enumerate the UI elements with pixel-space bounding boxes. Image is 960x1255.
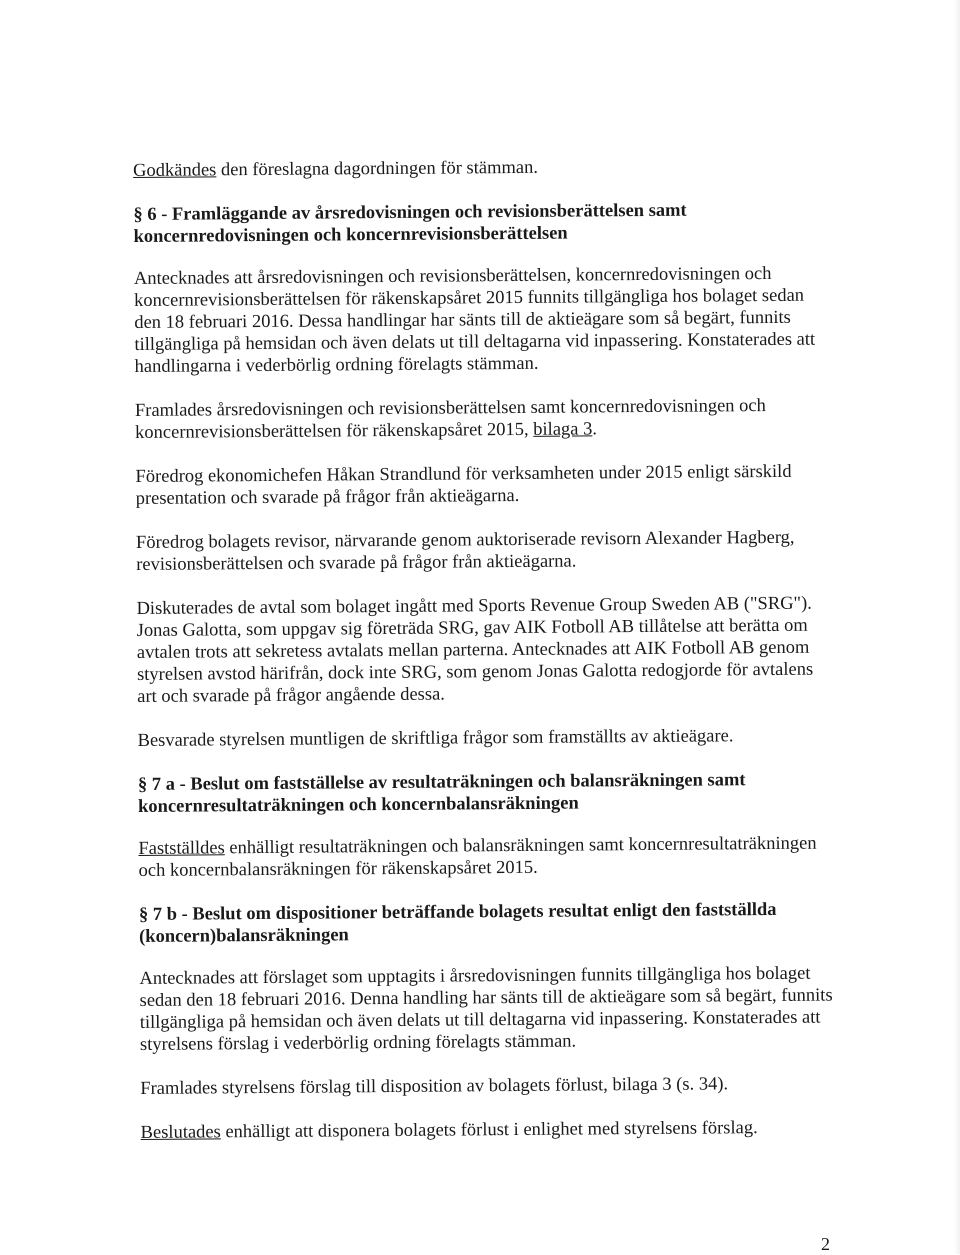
paragraph [139,963,833,1056]
underlined-verb: Beslutades [140,1122,221,1143]
line-text: Föredrog bolagets revisor, närvarande genom auktoriserade revisorn Alexander Hagberg, [135,527,795,553]
paragraph [141,1117,826,1144]
underlined-verb: Fastställdes [138,838,225,859]
section-heading [133,199,818,248]
line-text: Framlades årsredovisningen och revisionsberättelsen samt koncernredovisningen och [134,396,766,421]
text-line [139,921,824,948]
paragraph [137,725,822,752]
line-text: styrelsen avstod härifrån, dock inte SRG, som genom Jonas Galotta redogjorde för avtalens [136,659,814,685]
paragraph [133,155,818,182]
line-text: den 18 februari 2016. Dessa handlingar har sänts till de aktieägare som så begärt, funnits [134,307,791,333]
text-line [135,417,820,444]
line-text: den föreslagna dagordningen för stämman. [216,157,538,181]
text-line [135,351,820,378]
section-heading [139,899,824,948]
text-line [138,855,823,882]
paragraph [136,527,821,576]
line-text: koncernrevisionsberättelsen för räkenskapsåret 2015 funnits tillgängliga hos bolaget sedan [134,285,805,311]
line-text: § 6 - Framläggande av årsredovisningen och revisionsberättelsen samt [133,200,687,225]
page-number: 2 [821,1234,830,1254]
text-line [134,221,819,248]
text-line [141,1117,826,1144]
text-line [137,725,822,752]
line-text: handlingarna i vederbörlig ordning förelagts stämman. [134,353,539,377]
line-text: styrelsens förslag i vederbörlig ordning förelagts stämman. [139,1031,577,1055]
paragraph [134,263,820,378]
text-line [140,1029,825,1056]
line-text: art och svarade på frågor angående dessa. [137,684,445,707]
paragraph [135,395,820,444]
document-body [133,155,833,1166]
attachment-reference: bilaga 3 [533,419,593,440]
line-text: Föredrog ekonomichefen Håkan Strandlund för verksamheten under 2015 enligt särskild [135,461,792,487]
line-text: Antecknades att årsredovisningen och revisionsberättelsen, koncernredovisningen och [133,263,772,289]
text-line [136,549,821,576]
line-text: Besvarade styrelsen muntligen de skriftliga frågor som framställts av aktieägare. [137,726,734,751]
text-line [133,155,818,182]
line-text: § 7 b - Beslut om dispositioner beträffande bolagets resultat enligt den fastställda [138,899,777,925]
section-heading [138,769,823,818]
line-text: koncernredovisningen och koncernrevisionsberättelsen [133,223,568,247]
line-text: § 7 a - Beslut om fastställelse av resultaträkningen och balansräkningen samt [137,770,746,795]
line-text: koncernresultaträkningen och koncernbalansräkningen [138,793,579,817]
line-text: tillgängliga på hemsidan och även delats ut till deltagarna vid inpassering. Konstaterades att [139,1007,821,1033]
line-text: Jonas Galotta, som uppgav sig företräda SRG, gav AIK Fotboll AB tillåtelse att berätta om [136,615,808,641]
text-line [138,791,823,818]
paragraph [136,593,822,708]
line-text: och koncernbalansräkningen för räkenskapsåret 2015. [138,857,538,881]
page-edge-shadow [954,0,960,1254]
line-text: koncernrevisionsberättelsen för räkenskapsåret 2015, [135,419,534,443]
line-text: Antecknades att förslaget som upptagits i årsredovisningen funnits tillgängliga hos bolaget [139,963,811,989]
text-line [137,681,822,708]
text-line [140,1073,825,1100]
line-text: presentation och svarade på frågor från aktieägarna. [135,485,520,509]
line-text: avtalen trots att sekretess avtalats mellan parterna. Antecknades att AIK Fotboll AB genom [136,637,810,663]
line-text: revisionsberättelsen och svarade på frågor från aktieägarna. [136,551,577,575]
line-text: enhälligt att disponera bolagets förlust i enlighet med styrelsens förslag. [220,1118,758,1143]
paragraph [135,461,820,510]
line-text: (koncern)balansräkningen [139,925,349,947]
line-text: . [592,419,598,440]
paragraph [140,1073,825,1100]
line-text: sedan den 18 februari 2016. Denna handling har sänts till de aktieägare som så begärt, funnits [139,985,833,1011]
line-text: Framlades styrelsens förslag till disposition av bolagets förlust, bilaga 3 (s. 34). [140,1074,729,1099]
underlined-verb: Godkändes [133,160,217,181]
line-text: enhälligt resultaträkningen och balansräkningen samt koncernresultaträkningen [224,833,817,859]
paragraph [138,833,823,882]
text-line [136,483,821,510]
line-text: tillgängliga på hemsidan och även delats ut till deltagarna vid inpassering. Konstaterades att [134,329,816,355]
line-text: Diskuterades de avtal som bolaget ingått med Sports Revenue Group Sweden AB ("SRG"). [136,593,812,619]
